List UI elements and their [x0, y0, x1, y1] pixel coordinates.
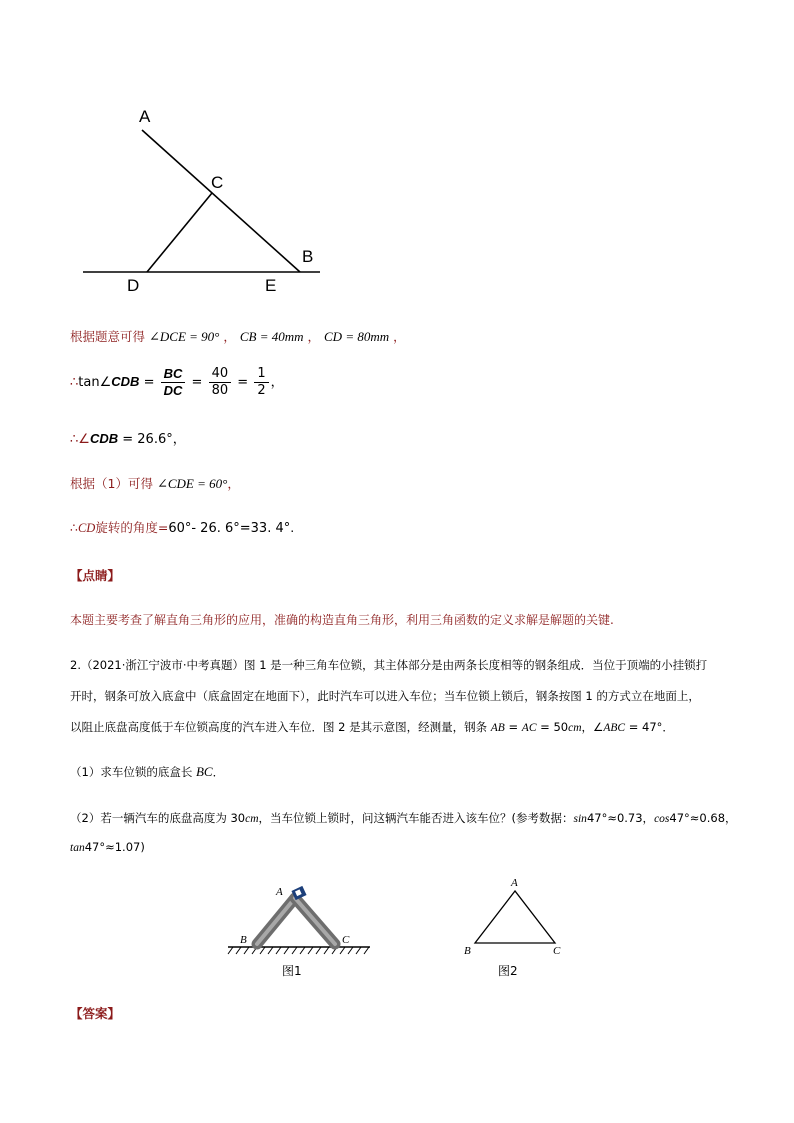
question-2	[70, 810, 737, 826]
line-cd	[147, 193, 212, 272]
fraction-1-2	[254, 366, 268, 399]
problem2-line2: 开时，钢条可放入底盒中（底盒固定在地面下），此时汽车可以进入车位；当车位锁上锁后，钢条按图 1 的方式立在地面上，	[70, 689, 700, 703]
cd-length: CD = 80mm	[324, 329, 390, 344]
fig2-label-b: B	[464, 945, 471, 957]
text: ，当车位锁上锁时，问这辆汽车能否进入该车位？(参考数据：	[258, 811, 574, 825]
question-2-cont	[70, 840, 145, 854]
text: （2）若一辆汽车的底盘高度为 30	[70, 811, 246, 825]
separator: ，	[227, 476, 240, 491]
text: 47°≈0.68，	[669, 811, 737, 825]
answer-heading: 【答案】	[70, 1006, 121, 1021]
solution-line-1	[70, 327, 406, 345]
fig1-label-c: C	[342, 934, 350, 946]
angle-name: CDB	[89, 431, 119, 446]
separator: ，	[307, 329, 321, 344]
therefore-symbol: ∴	[70, 520, 78, 535]
point-label-c: C	[211, 173, 224, 192]
separator: ，	[270, 375, 284, 390]
fig1-label-a: A	[276, 886, 283, 898]
equals: =	[143, 375, 155, 390]
text: = 47°．	[625, 720, 674, 734]
text: 47°≈1.07)	[84, 840, 145, 854]
unit: cm	[245, 813, 259, 825]
point-label-b: B	[302, 247, 314, 266]
denominator: DC	[163, 383, 183, 398]
func: cos	[654, 813, 670, 825]
var: AC	[521, 722, 537, 734]
solution-line-5	[70, 518, 294, 536]
solution-line-4	[70, 474, 240, 492]
question-1	[70, 764, 224, 780]
text: 47°≈0.73，	[586, 811, 655, 825]
figure1-parking-lock	[225, 880, 375, 960]
fraction-40-80	[209, 366, 232, 399]
rotation-value: 60°- 26. 6°=33. 4°	[168, 521, 291, 536]
text: 以阻止底盘高度低于车位锁高度的汽车进入车位．图 2 是其示意图，经测量，钢条	[70, 720, 491, 734]
text: ，∠	[581, 720, 604, 734]
text: 根据（1）可得	[70, 476, 153, 491]
fig2-label-a: A	[511, 877, 518, 889]
separator: ，	[172, 432, 186, 447]
solution-line-2	[70, 366, 284, 399]
var: AB	[490, 722, 505, 734]
text: =	[504, 720, 522, 734]
separator: ，	[393, 329, 406, 344]
separator: .	[290, 520, 295, 535]
fig2-caption: 图2	[498, 964, 518, 978]
equals: =	[237, 375, 249, 390]
var: ABC	[603, 722, 626, 734]
text: = 50	[536, 720, 569, 734]
comment-heading: 【点睛】	[70, 568, 121, 583]
angle-name: CDB	[111, 374, 140, 389]
func: tan	[70, 842, 85, 854]
tan-text: tan∠	[78, 375, 112, 390]
numerator: BC	[161, 366, 186, 383]
figure2-triangle	[470, 885, 560, 947]
text: （1）求车位锁的底盒长	[70, 765, 196, 779]
therefore-symbol: ∴	[70, 375, 79, 390]
func: sin	[573, 813, 587, 825]
separator: ，	[223, 329, 236, 344]
fig1-label-b: B	[240, 934, 247, 946]
therefore-symbol: ∴∠	[70, 432, 90, 447]
fraction-bc-dc	[161, 366, 186, 399]
point-label-d: D	[127, 276, 140, 295]
ground-hatch	[228, 947, 369, 954]
geometry-diagram	[70, 100, 340, 305]
point-label-e: E	[265, 276, 277, 295]
point-label-a: A	[139, 107, 151, 126]
segment-cd: CD	[77, 521, 96, 535]
problem2-line1: 2.（2021·浙江宁波市·中考真题）图 1 是一种三角车位锁，其主体部分是由两条长度相等的钢条组成．当位于顶端的小挂锁打	[70, 658, 708, 672]
comment-body: 本题主要考查了解直角三角形的应用，准确的构造直角三角形，利用三角函数的定义求解是解题的关键.	[70, 613, 614, 627]
text: 旋转的角度=	[95, 520, 169, 535]
numerator: 40	[209, 366, 232, 383]
angle-value: = 26.6°	[122, 432, 173, 447]
angle-dce: ∠DCE = 90°	[149, 329, 220, 344]
equals: =	[191, 375, 203, 390]
numerator: 1	[254, 366, 268, 383]
denominator: 2	[257, 383, 266, 398]
fig1-caption: 图1	[282, 964, 302, 978]
line-ab	[142, 130, 300, 272]
denominator: 80	[211, 383, 229, 398]
solution-line-3	[70, 428, 186, 447]
fig2-label-c: C	[553, 945, 561, 957]
text: ．	[212, 765, 225, 779]
var: BC	[195, 764, 213, 779]
triangle-abc	[475, 891, 555, 943]
cb-length: CB = 40mm	[239, 329, 304, 344]
problem2-line3	[70, 719, 674, 735]
text: 根据题意可得	[70, 329, 146, 344]
unit: cm	[568, 722, 582, 734]
angle-cde: ∠CDE = 60°	[156, 476, 228, 491]
